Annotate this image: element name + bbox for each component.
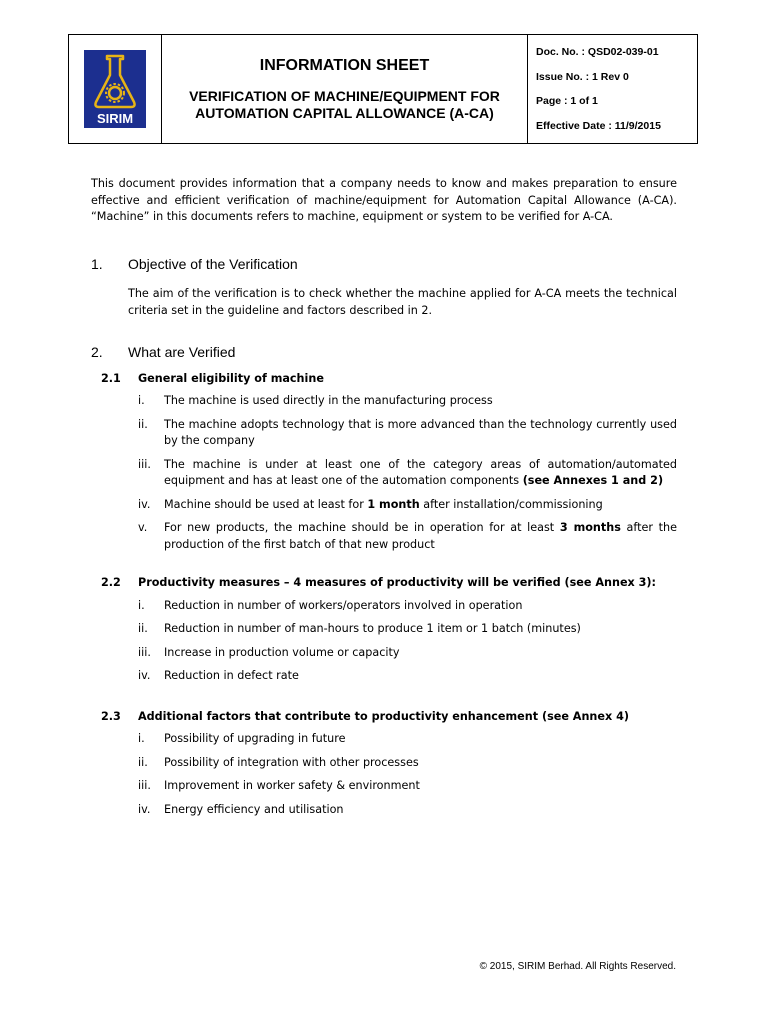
list-numeral: iv. [138, 497, 151, 511]
list-text: Machine should be used at least for 1 month after installation/commissioning [164, 497, 603, 511]
list-text: Possibility of integration with other processes [164, 755, 419, 769]
list-text: Reduction in number of man-hours to produce 1 item or 1 batch (minutes) [164, 622, 581, 635]
list-text: For new products, the machine should be in operation for at least 3 months after the production of the first batch of that new product [164, 521, 677, 551]
logo-text: SIRIM [96, 111, 134, 126]
list-item [138, 457, 677, 490]
sheet-subtitle [189, 88, 500, 122]
list-text: The machine is under at least one of the category areas of automation/automated equipment and has at least one of the automation components (see Annexes 1 and 2) [164, 457, 677, 487]
list-text: The machine adopts technology that is more advanced than the technology currently used by the company [164, 417, 677, 447]
list-numeral: ii. [138, 417, 148, 431]
subsection-title: Additional factors that contribute to productivity enhancement (see Annex 4) [138, 709, 629, 723]
list-numeral: ii. [138, 622, 148, 635]
section-1-text: The aim of the verification is to check whether the machine applied for A-CA meets the technical criteria set in the guideline and factors described in 2. [128, 287, 677, 317]
list-numeral: iv. [138, 802, 151, 816]
intro-paragraph: This document provides information that a company needs to know and makes preparation to ensure effective and efficient verification of machine/equipment for Automation Capital Allowance (A-CA). “Machine” in this documents refers to machine, equipment or system to be verified for A-CA. [91, 177, 677, 223]
list-numeral: iv. [138, 669, 151, 682]
doc-number: Doc. No. : QSD02-039-01 [536, 46, 659, 59]
list-numeral: iii. [138, 457, 151, 471]
title-cell [162, 35, 528, 143]
list-text: Reduction in defect rate [164, 669, 299, 682]
list-numeral: i. [138, 732, 145, 745]
additional-factors-list [138, 731, 677, 818]
subsection-number: 2.1 [101, 371, 121, 385]
list-item [138, 621, 677, 638]
section-title: Objective of the Verification [128, 255, 298, 272]
effective-date: Effective Date : 11/9/2015 [536, 119, 661, 132]
list-item [138, 645, 677, 662]
list-numeral: v. [138, 521, 148, 534]
subsection-title: General eligibility of machine [138, 371, 324, 385]
subsection-2-1-heading [101, 371, 677, 388]
sirim-logo [84, 50, 146, 128]
list-item [138, 393, 677, 410]
list-numeral: ii. [138, 755, 148, 769]
subsection-2-2-heading [101, 575, 677, 592]
list-item [138, 755, 677, 772]
list-numeral: iii. [138, 779, 151, 792]
list-item [138, 731, 677, 748]
section-title: What are Verified [128, 344, 236, 360]
list-item [138, 417, 677, 450]
document-header [68, 34, 698, 144]
eligibility-list [138, 393, 677, 553]
list-item [138, 802, 677, 819]
section-number: 1. [91, 255, 103, 272]
list-numeral: iii. [138, 645, 151, 659]
duration-emphasis: 1 month [367, 497, 420, 511]
section-number: 2. [91, 344, 103, 360]
subsection-title: Productivity measures – 4 measures of productivity will be verified (see Annex 3): [138, 576, 657, 589]
page-number: Page : 1 of 1 [536, 95, 598, 108]
list-text: The machine is used directly in the manufacturing process [164, 394, 493, 407]
list-item [138, 668, 677, 685]
logo-cell [69, 35, 162, 143]
annex-reference: (see Annexes 1 and 2) [522, 474, 664, 487]
list-text: Improvement in worker safety & environment [164, 779, 420, 792]
list-numeral: i. [138, 598, 145, 612]
sheet-title: INFORMATION SHEET [259, 56, 430, 74]
subtitle-line-1: VERIFICATION OF MACHINE/EQUIPMENT FOR [189, 87, 500, 104]
duration-emphasis: 3 months [559, 521, 621, 534]
productivity-list [138, 598, 677, 685]
copyright-footer: © 2015, SIRIM Berhad. All Rights Reserved. [479, 961, 676, 972]
subtitle-line-2: AUTOMATION CAPITAL ALLOWANCE (A-CA) [195, 104, 494, 121]
issue-number: Issue No. : 1 Rev 0 [536, 70, 629, 83]
list-item [138, 778, 677, 795]
list-text: Increase in production volume or capacity [164, 645, 400, 659]
subsection-2-3-heading [101, 709, 677, 726]
list-text: Energy efficiency and utilisation [164, 802, 344, 816]
section-2-heading [91, 344, 677, 361]
section-1-heading [91, 256, 677, 273]
subsection-number: 2.3 [101, 709, 121, 723]
list-text: Reduction in number of workers/operators involved in operation [164, 598, 523, 612]
list-item [138, 520, 677, 553]
subsection-number: 2.2 [101, 576, 121, 589]
document-body [91, 176, 677, 825]
meta-cell [528, 35, 697, 143]
list-item [138, 497, 677, 514]
list-text: Possibility of upgrading in future [164, 732, 346, 745]
list-numeral: i. [138, 394, 145, 407]
list-item [138, 598, 677, 615]
